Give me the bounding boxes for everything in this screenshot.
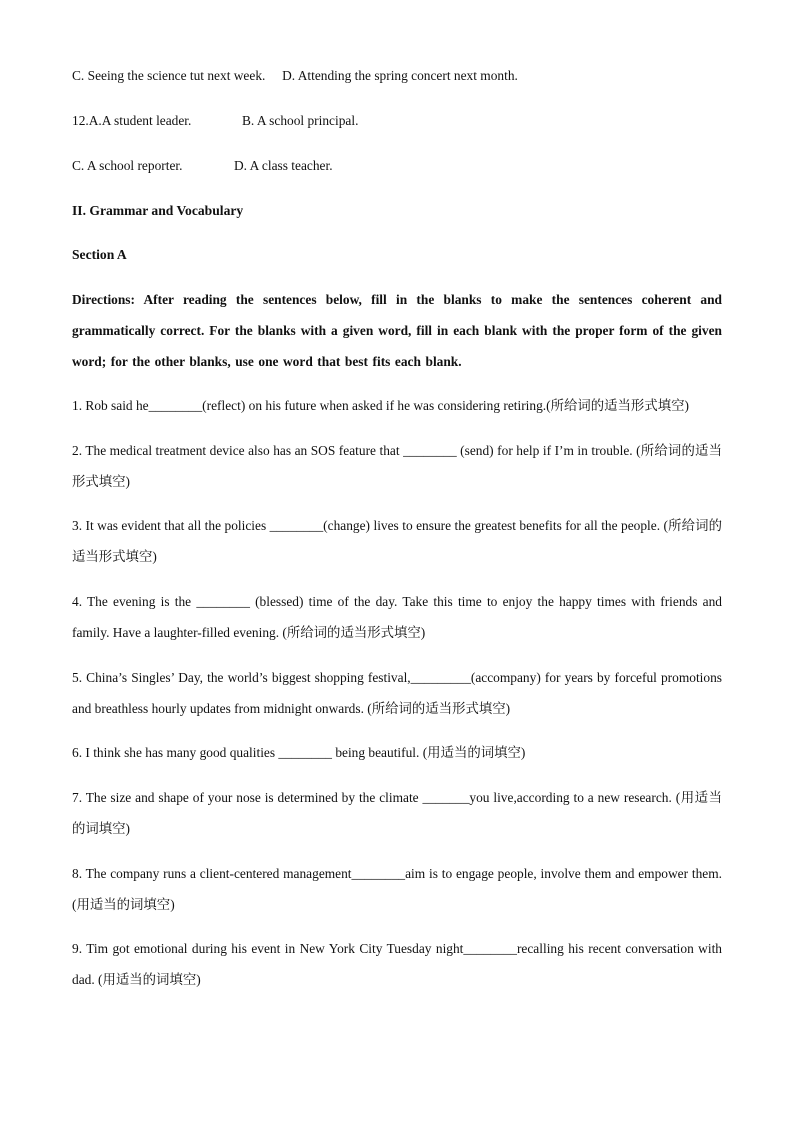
question-4: 4. The evening is the ________ (blessed) time of the day. Take this time to enjoy the happy times with friends and family. Have a laughter-filled evening. (所给词的适当形式填空) — [72, 594, 722, 640]
option-12-d: D. A class teacher. — [234, 158, 333, 173]
option-11-c: C. Seeing the science tut next week. — [72, 68, 266, 83]
question-3: 3. It was evident that all the policies ________(change) lives to ensure the greatest benefits for all the people. (所给词的适当形式填空) — [72, 518, 722, 564]
question-6: 6. I think she has many good qualities ________ being beautiful. (用适当的词填空) — [72, 745, 526, 760]
question-12-options-ab — [72, 105, 722, 136]
option-11-d: D. Attending the spring concert next month. — [282, 68, 518, 83]
section-heading: Section A — [72, 247, 127, 262]
part-heading: II. Grammar and Vocabulary — [72, 203, 244, 218]
question-1: 1. Rob said he________(reflect) on his future when asked if he was considering retiring.(所给词的适当形式填空) — [72, 398, 689, 413]
option-12-c: C. A school reporter. — [72, 158, 183, 173]
question-9: 9. Tim got emotional during his event in New York City Tuesday night________recalling his recent conversation with dad. (用适当的词填空) — [72, 941, 722, 987]
question-2: 2. The medical treatment device also has an SOS feature that ________ (send) for help if I’m in trouble. (所给词的适当形式填空) — [72, 443, 722, 489]
question-5: 5. China’s Singles’ Day, the world’s biggest shopping festival,_________(accompany) for years by forceful promotions and breathless hourly updates from midnight onwards. (所给词的适当形式填空) — [72, 670, 722, 716]
directions-paragraph: Directions: After reading the sentences below, fill in the blanks to make the sentences coherent and grammatically correct. For the blanks with a given word, fill in each blank with the proper form of the given word; for the other blanks, use one word that best fits each blank. — [72, 292, 722, 369]
option-12-a: 12.A.A student leader. — [72, 113, 192, 128]
question-12-options-cd — [72, 150, 722, 181]
question-8: 8. The company runs a client-centered management________aim is to engage people, involve them and empower them. (用适当的词填空) — [72, 866, 722, 912]
option-12-b: B. A school principal. — [242, 113, 359, 128]
question-7: 7. The size and shape of your nose is determined by the climate _______you live,according to a new research. (用适当的词填空) — [72, 790, 722, 836]
question-11-options-cd — [72, 60, 722, 91]
